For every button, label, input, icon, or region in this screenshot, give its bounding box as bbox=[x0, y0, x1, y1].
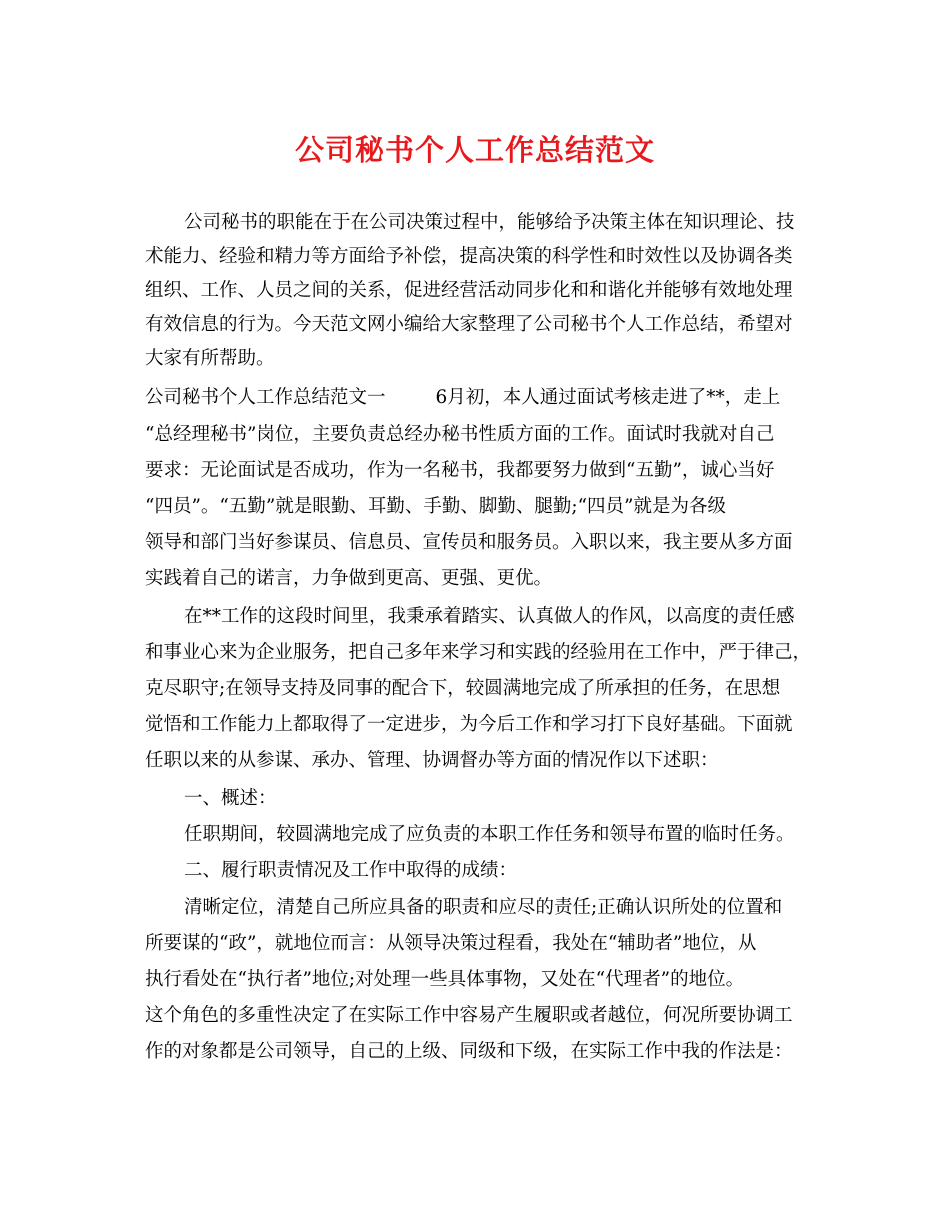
paragraph-line: 在**工作的这段时间里，我秉承着踏实、认真做人的作风，以高度的责任感 bbox=[184, 606, 795, 627]
paragraph-text: 6月初，本人通过面试考核走进了**，走上 bbox=[435, 387, 781, 408]
document-title: 公司秘书个人工作总结范文 bbox=[294, 133, 655, 167]
paragraph-line: 觉悟和工作能力上都取得了一定进步，为今后工作和学习打下良好基础。下面就 bbox=[145, 714, 793, 735]
paragraph-line: 公司秘书的职能在于在公司决策过程中，能够给予决策主体在知识理论、技 bbox=[184, 212, 795, 233]
paragraph-line: 所要谋的“政”，就地位而言：从领导决策过程看，我处在“辅助者”地位，从 bbox=[145, 933, 757, 954]
paragraph-line: 领导和部门当好参谋员、信息员、宣传员和服务员。入职以来，我主要从多方面 bbox=[145, 532, 793, 553]
paragraph-line: 清晰定位，清楚自己所应具备的职责和应尽的责任;正确认识所处的位置和 bbox=[184, 897, 783, 918]
paragraph-line: 任职以来的从参谋、承办、管理、协调督办等方面的情况作以下述职： bbox=[145, 750, 719, 771]
paragraph-line: “总经理秘书”岗位，主要负责总经办秘书性质方面的工作。面试时我就对自己 bbox=[145, 424, 775, 445]
paragraph-line: 实践着自己的诺言，力争做到更高、更强、更优。 bbox=[145, 568, 553, 589]
paragraph-line: 和事业心来为企业服务，把自己多年来学习和实践的经验用在工作中，严于律己， bbox=[145, 642, 812, 663]
section-heading: 公司秘书个人工作总结范文一 bbox=[145, 387, 386, 408]
paragraph-line: 术能力、经验和精力等方面给予补偿，提高决策的科学性和时效性以及协调各类 bbox=[145, 246, 793, 267]
paragraph-line: 克尽职守;在领导支持及同事的配合下，较圆满地完成了所承担的任务，在思想 bbox=[145, 678, 781, 699]
paragraph-line: 要求：无论面试是否成功，作为一名秘书，我都要努力做到“五勤”，诚心当好 bbox=[145, 460, 775, 481]
section-heading-line bbox=[145, 383, 780, 413]
subheading-overview: 一、概述： bbox=[184, 788, 277, 809]
paragraph-line: 大家有所帮助。 bbox=[145, 348, 275, 369]
paragraph-line: “四员”。“五勤”就是眼勤、耳勤、手勤、脚勤、腿勤;“四员”就是为各级 bbox=[145, 496, 726, 517]
paragraph-line: 作的对象都是公司领导，自己的上级、同级和下级，在实际工作中我的作法是： bbox=[145, 1041, 793, 1062]
paragraph-line: 这个角色的多重性决定了在实际工作中容易产生履职或者越位，何况所要协调工 bbox=[145, 1005, 793, 1026]
paragraph-line: 任职期间，较圆满地完成了应负责的本职工作任务和领导布置的临时任务。 bbox=[184, 824, 795, 845]
paragraph-line: 执行看处在“执行者”地位;对处理一些具体事物，又处在“代理者”的地位。 bbox=[145, 969, 745, 990]
paragraph-line: 组织、工作、人员之间的关系，促进经营活动同步化和和谐化并能够有效地处理 bbox=[145, 280, 793, 301]
paragraph-line: 有效信息的行为。今天范文网小编给大家整理了公司秘书个人工作总结，希望对 bbox=[145, 314, 793, 335]
subheading-duties: 二、履行职责情况及工作中取得的成绩： bbox=[184, 860, 518, 881]
